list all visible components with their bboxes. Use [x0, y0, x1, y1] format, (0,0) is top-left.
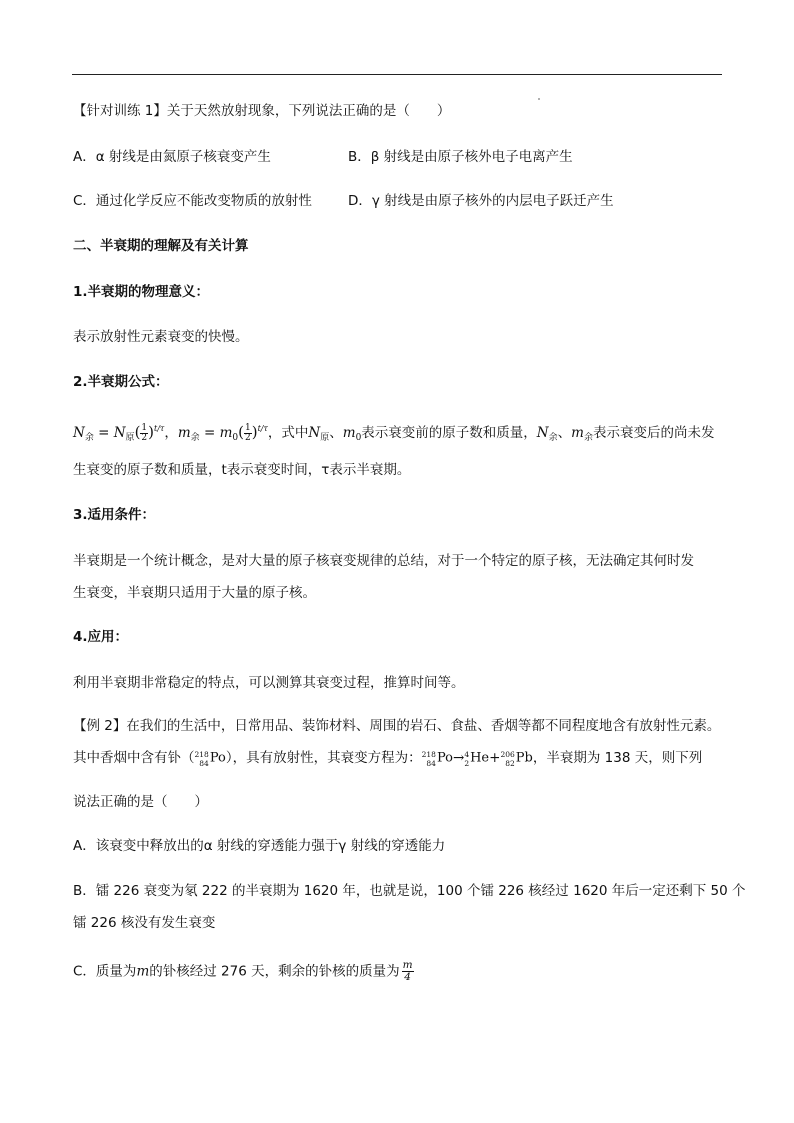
example-line-1: 【例 2】在我们的生活中，日常用品、装饰材料、周围的岩石、食盐、香烟等都不同程度地含有放射性元素。 [73, 718, 721, 734]
training-option-c: C．通过化学反应不能改变物质的放射性 [73, 193, 312, 209]
formula-n-remaining: N [536, 425, 549, 441]
formula-m0: m [342, 425, 356, 441]
formula-sub-remaining-3: 余 [583, 433, 593, 443]
example-option-c [73, 960, 414, 983]
speck [538, 98, 540, 100]
formula-sub-zero-2: 0 [355, 433, 362, 443]
paragraph-physical-meaning: 表示放射性元素衰变的快慢。 [73, 329, 249, 345]
formula-text-where: ，式中 [267, 425, 309, 441]
example-text-a: 其中香烟中含有钋（ [73, 750, 195, 766]
example-option-b-2: 镭 226 核没有发生衰变 [73, 915, 216, 931]
formula-exponent: t/τ [154, 424, 165, 433]
header-rule [72, 74, 722, 75]
formula-n-original: N [308, 425, 321, 441]
formula-sub-original: 原 [125, 433, 135, 443]
example-line-2 [73, 749, 702, 768]
formula-text-after: 表示衰变后的尚未发 [592, 425, 715, 441]
formula-sub-zero: 0 [232, 433, 239, 443]
formula-sep-1: 、 [329, 425, 343, 441]
option-c-text-b: 的钋核经过 276 天，剩余的钋核的质量为 [149, 963, 400, 980]
example-option-b-1: B．镭 226 衰变为氡 222 的半衰期为 1620 年，也就是说，100 个镭 226 核经过 1620 年后一定还剩下 50 个 [73, 883, 746, 899]
formula-half-fraction: $\frac{1}{2}$ [141, 422, 148, 443]
formula-half-fraction-m: $\frac{1}{2}$ [244, 422, 251, 443]
example-text-b: ），具有放射性，其衰变方程为： [225, 750, 422, 766]
nuclide-po: 218 84 Po [194, 749, 226, 768]
arrow-icon: → [453, 750, 465, 766]
heading-conditions: 3.适用条件： [73, 507, 156, 523]
training-option-d: D．γ 射线是由原子核外的内层电子跃迁产生 [348, 193, 614, 209]
formula-eq-m: = m [199, 425, 233, 441]
option-c-m: m [136, 963, 150, 980]
heading-formula: 2.半衰期公式： [73, 374, 169, 390]
formula-sub-remaining: 余 [84, 433, 94, 443]
formula-sub-remaining-2: 余 [548, 433, 558, 443]
formula-sub-original-2: 原 [320, 433, 330, 443]
formula-n: N [73, 425, 85, 441]
example-line-3: 说法正确的是（ ） [73, 794, 208, 810]
formula-text-before: 表示衰变前的原子数和质量， [361, 425, 537, 441]
heading-application: 4.应用： [73, 629, 129, 645]
section-title: 二、半衰期的理解及有关计算 [73, 238, 249, 254]
training-option-a: A．α 射线是由氮原子核衰变产生 [73, 149, 271, 165]
formula-m: m [177, 425, 191, 441]
formula-sub-remaining-m: 余 [190, 433, 200, 443]
formula-sep-2: 、 [557, 425, 572, 441]
nuclide-he: 4 2 He [464, 749, 490, 768]
formula-comma: ， [164, 425, 178, 441]
option-c-text-a: C．质量为 [73, 963, 137, 980]
example-text-c: ，半衰期为 138 天，则下列 [532, 750, 703, 766]
paragraph-conditions-2: 生衰变，半衰期只适用于大量的原子核。 [73, 585, 316, 601]
example-option-a: A．该衰变中释放出的α 射线的穿透能力强于γ 射线的穿透能力 [73, 838, 446, 854]
nuclide-po-eq: 218 84 Po [421, 749, 453, 768]
training-question: 【针对训练 1】关于天然放射现象，下列说法正确的是（ ） [73, 103, 451, 119]
paragraph-application: 利用半衰期非常稳定的特点，可以测算其衰变过程，推算时间等。 [73, 675, 465, 691]
formula-exponent-m: t/τ [257, 424, 268, 433]
option-c-fraction: $\frac{m}{4}$ [402, 959, 413, 983]
formula-m-remaining: m [571, 425, 584, 441]
formula-line: $N_余 = N_原$( $\frac{1}{2}$ )$^{t/\tau}$，$m_余 = m_0$( $\frac{1}{2}$ )$^{t/\tau}$，式中$N_原$、$m_0$表示衰变前的原子数和质量，$N_余$、$m_余$表示衰变后的尚未发 [73, 422, 715, 443]
plus-sign: + [489, 750, 501, 766]
nuclide-pb: 206 82 Pb [500, 749, 533, 768]
training-option-b: B．β 射线是由原子核外电子电离产生 [348, 149, 573, 165]
formula-eq-n: = N [93, 425, 126, 441]
paragraph-conditions-1: 半衰期是一个统计概念，是对大量的原子核衰变规律的总结，对于一个特定的原子核，无法确定其何时发 [73, 553, 694, 569]
heading-physical-meaning: 1.半衰期的物理意义： [73, 284, 210, 300]
formula-explanation: 生衰变的原子数和质量，t表示衰变时间，τ表示半衰期。 [73, 462, 411, 478]
